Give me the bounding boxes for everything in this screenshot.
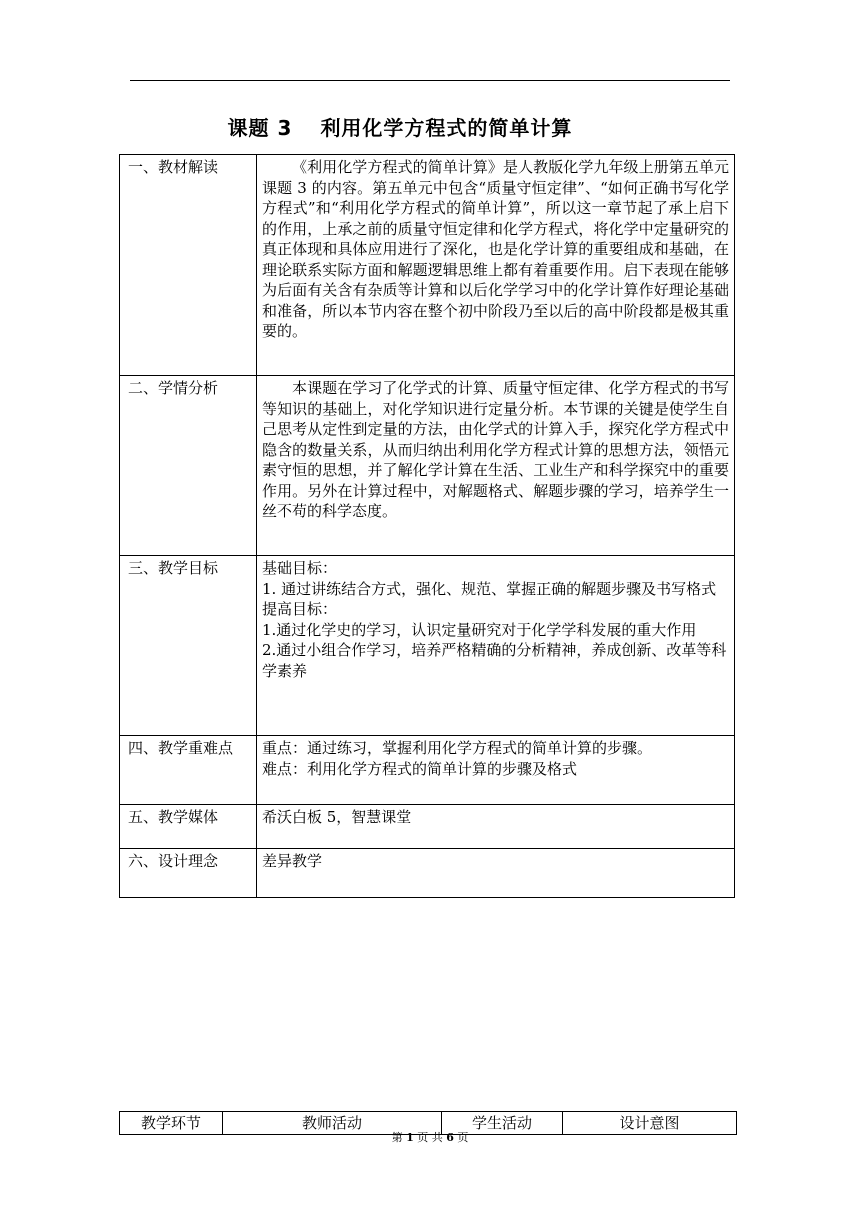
goal-line: 1.通过化学史的学习，认识定量研究对于化学学科发展的重大作用	[262, 620, 697, 639]
header-cell: 教师活动	[223, 1112, 442, 1135]
title-prefix: 课题 3	[227, 116, 293, 140]
row-label: 六、设计理念	[120, 849, 257, 898]
row-label: 五、教学媒体	[120, 805, 257, 849]
table-row	[120, 805, 735, 849]
footer-text: 页	[457, 1131, 469, 1144]
header-cell: 教学环节	[120, 1112, 223, 1135]
goal-line: 基础目标：	[262, 559, 338, 577]
goal-line: 2.通过小组合作学习，培养严格精确的分析精神，养成创新、改革等科学素养	[262, 641, 727, 680]
row-content	[257, 155, 735, 376]
key-point-line: 重点：通过练习，掌握利用化学方程式的简单计算的步骤。	[262, 739, 653, 757]
page-number: 1	[406, 1131, 414, 1144]
row-label: 四、教学重难点	[120, 736, 257, 805]
row-content	[257, 556, 735, 736]
footer-text: 第	[391, 1131, 403, 1144]
header-cell: 设计意图	[563, 1112, 737, 1135]
row-label: 二、学情分析	[120, 376, 257, 556]
difficulty-line: 难点：利用化学方程式的简单计算的步骤及格式	[262, 759, 578, 778]
page-title	[0, 112, 800, 141]
page-footer	[0, 1131, 860, 1145]
table-row	[120, 736, 735, 805]
table-row	[120, 155, 735, 376]
header-cell: 学生活动	[442, 1112, 563, 1135]
concept-line: 差异教学	[262, 852, 323, 870]
goal-line: 1. 通过讲练结合方式，强化、规范、掌握正确的解题步骤及书写格式	[262, 579, 717, 598]
row-label: 三、教学目标	[120, 556, 257, 736]
media-line: 希沃白板 5，智慧课堂	[262, 808, 412, 826]
row-text: 《利用化学方程式的简单计算》是人教版化学九年级上册第五单元课题 3 的内容。第五单元中包含“质量守恒定律”、“如何正确书写化学方程式”和“利用化学方程式的简单计算”，所以这一章节起了承上启下的作用，上承之前的质量守恒定律和化学方程式，将化学中定量研究的真正体现和具体应用进行了深化，也是化学计算的重要组成和基础，在理论联系实际方面和解题逻辑思维上都有着重要作用。启下表现在能够为后面有关含有杂质等计算和以后化学学习中的化学计算作好理论基础和准备，所以本节内容在整个初中阶段乃至以后的高中阶段都是极其重要的。	[262, 158, 729, 340]
title-main: 利用化学方程式的简单计算	[320, 116, 573, 140]
footer-text: 页 共	[417, 1131, 443, 1144]
table-row	[120, 376, 735, 556]
row-content	[257, 376, 735, 556]
table-row	[120, 556, 735, 736]
row-content	[257, 849, 735, 898]
row-text: 本课题在学习了化学式的计算、质量守恒定律、化学方程式的书写等知识的基础上，对化学知识进行定量分析。本节课的关键是使学生自己思考从定性到定量的方法，由化学式的计算入手，探究化学方程式中隐含的数量关系，从而归纳出利用化学方程式计算的思想方法，领悟元素守恒的思想，并了解化学计算在生活、工业生产和科学探究中的重要作用。另外在计算过程中，对解题格式、解题步骤的学习，培养学生一丝不苟的科学态度。	[262, 379, 729, 520]
row-content	[257, 805, 735, 849]
table-row	[120, 849, 735, 898]
page-total: 6	[446, 1131, 454, 1144]
row-content	[257, 736, 735, 805]
goal-line: 提高目标：	[262, 600, 338, 618]
lesson-plan-table	[119, 154, 735, 898]
row-label: 一、教材解读	[120, 155, 257, 376]
header-rule	[130, 80, 730, 81]
